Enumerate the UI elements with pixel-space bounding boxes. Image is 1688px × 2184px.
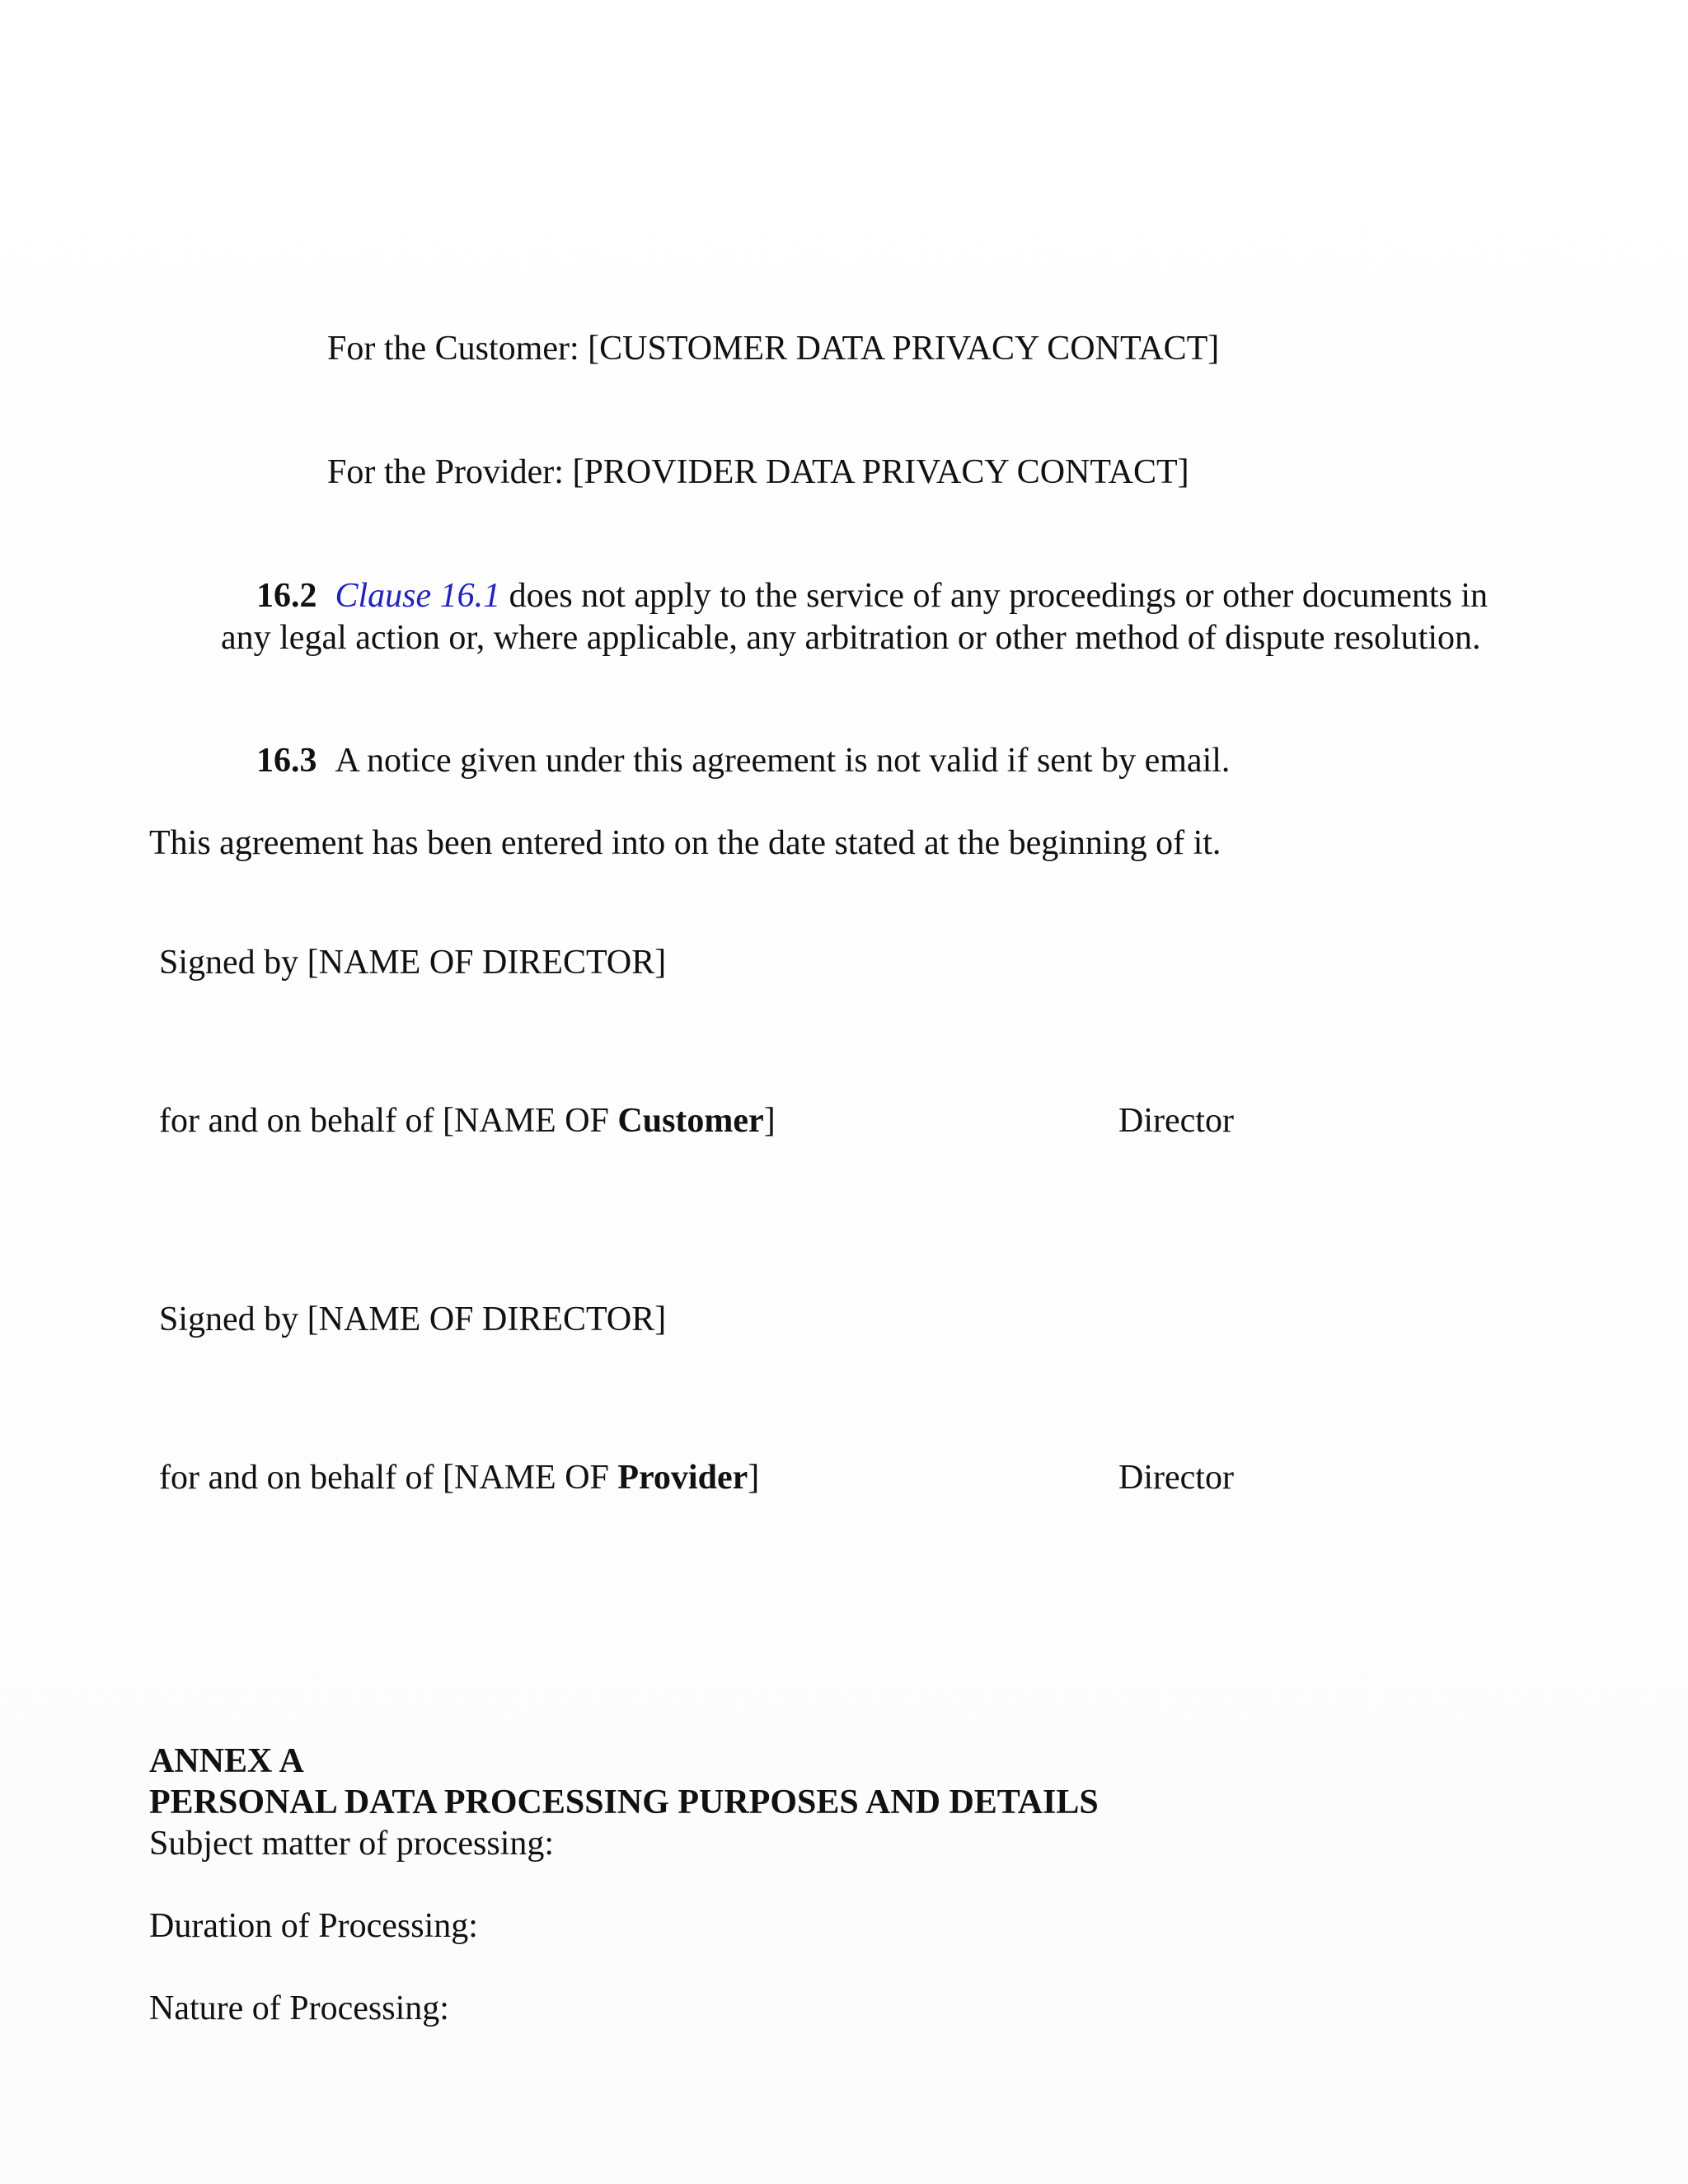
provider-signed-by: Signed by [NAME OF DIRECTOR]	[159, 1301, 667, 1338]
clause-16-2-text: does not apply to the service of any proceedings or other documents in	[500, 577, 1489, 615]
provider-contact: For the Provider: [PROVIDER DATA PRIVACY CONTACT]	[327, 453, 1189, 491]
customer-contact: For the Customer: [CUSTOMER DATA PRIVACY CONTACT]	[327, 330, 1220, 368]
provider-party-name: Provider	[617, 1459, 748, 1497]
clause-16-2-line1	[256, 575, 1488, 616]
clause-16-3	[256, 740, 1230, 781]
entered-into-statement: This agreement has been entered into on the date stated at the beginning of it.	[149, 824, 1221, 862]
clause-16-3-text: A notice given under this agreement is not valid if sent by email.	[335, 742, 1231, 780]
annex-subtitle: PERSONAL DATA PROCESSING PURPOSES AND DETAILS	[149, 1783, 1099, 1821]
annex-item-nature: Nature of Processing:	[149, 1990, 449, 2027]
customer-signed-by: Signed by [NAME OF DIRECTOR]	[159, 944, 667, 982]
provider-director-label: Director	[1118, 1459, 1234, 1497]
clause-16-1-link[interactable]: Clause 16.1	[335, 577, 501, 615]
clause-number: 16.3	[256, 742, 317, 780]
annex-title: ANNEX A	[149, 1742, 304, 1780]
annex-item-subject-matter: Subject matter of processing:	[149, 1825, 555, 1863]
customer-director-label: Director	[1118, 1102, 1234, 1140]
clause-16-2-line2: any legal action or, where applicable, any arbitration or other method of dispute resolution.	[221, 619, 1481, 657]
customer-behalf: for and on behalf of [NAME OF Customer]	[159, 1102, 776, 1140]
clause-number: 16.2	[256, 577, 317, 615]
customer-party-name: Customer	[617, 1102, 764, 1140]
annex-item-duration: Duration of Processing:	[149, 1907, 478, 1945]
provider-behalf: for and on behalf of [NAME OF Provider]	[159, 1459, 760, 1497]
